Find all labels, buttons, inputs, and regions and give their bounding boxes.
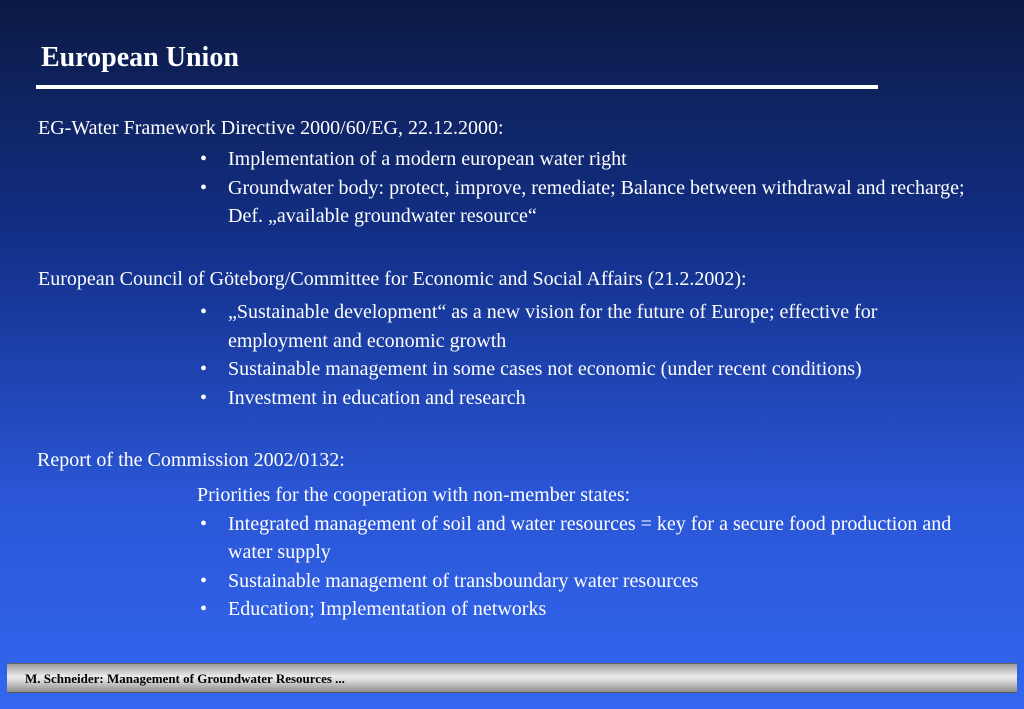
list-item: • Groundwater body: protect, improve, remediate; Balance between withdrawal and recharge; Def. „available groundwater resource“ (197, 174, 987, 231)
section-heading-goteborg: European Council of Göteborg/Committee for Economic and Social Affairs (21.2.2002): (38, 268, 747, 290)
list-item: • Sustainable management of transboundary water resources (197, 567, 957, 596)
bullet-icon: • (200, 386, 208, 409)
bullet-icon: • (200, 301, 208, 323)
bullet-icon: • (200, 598, 208, 620)
list-item: • „Sustainable development“ as a new vision for the future of Europe; effective for employment and economic growth (197, 298, 897, 355)
section-heading-water-framework: EG-Water Framework Directive 2000/60/EG, 22.12.2000: (38, 117, 504, 139)
title-underline (36, 85, 878, 89)
footer-bar (7, 663, 1017, 693)
bullet-icon: • (200, 358, 208, 380)
bullet-icon: • (200, 148, 208, 170)
list-intro: Priorities for the cooperation with non-member states: (197, 484, 631, 506)
water-framework-list (197, 145, 987, 231)
slide-title: European Union (41, 42, 239, 73)
footer-author-text: M. Schneider: Management of Groundwater Resources ... (25, 671, 345, 686)
list-item: • Integrated management of soil and water resources = key for a secure food production and water supply (197, 510, 957, 567)
bullet-icon: • (200, 176, 208, 199)
section-heading-commission-report: Report of the Commission 2002/0132: (37, 449, 345, 471)
bullet-icon: • (200, 569, 208, 592)
commission-report-list (197, 481, 957, 624)
goteborg-list (197, 298, 897, 412)
list-item: • Investment in education and research (197, 384, 897, 413)
list-item: • Implementation of a modern european water right (197, 145, 987, 174)
list-item: • Sustainable management in some cases not economic (under recent conditions) (197, 355, 897, 384)
list-item: • Education; Implementation of networks (197, 595, 957, 624)
bullet-icon: • (200, 512, 208, 535)
